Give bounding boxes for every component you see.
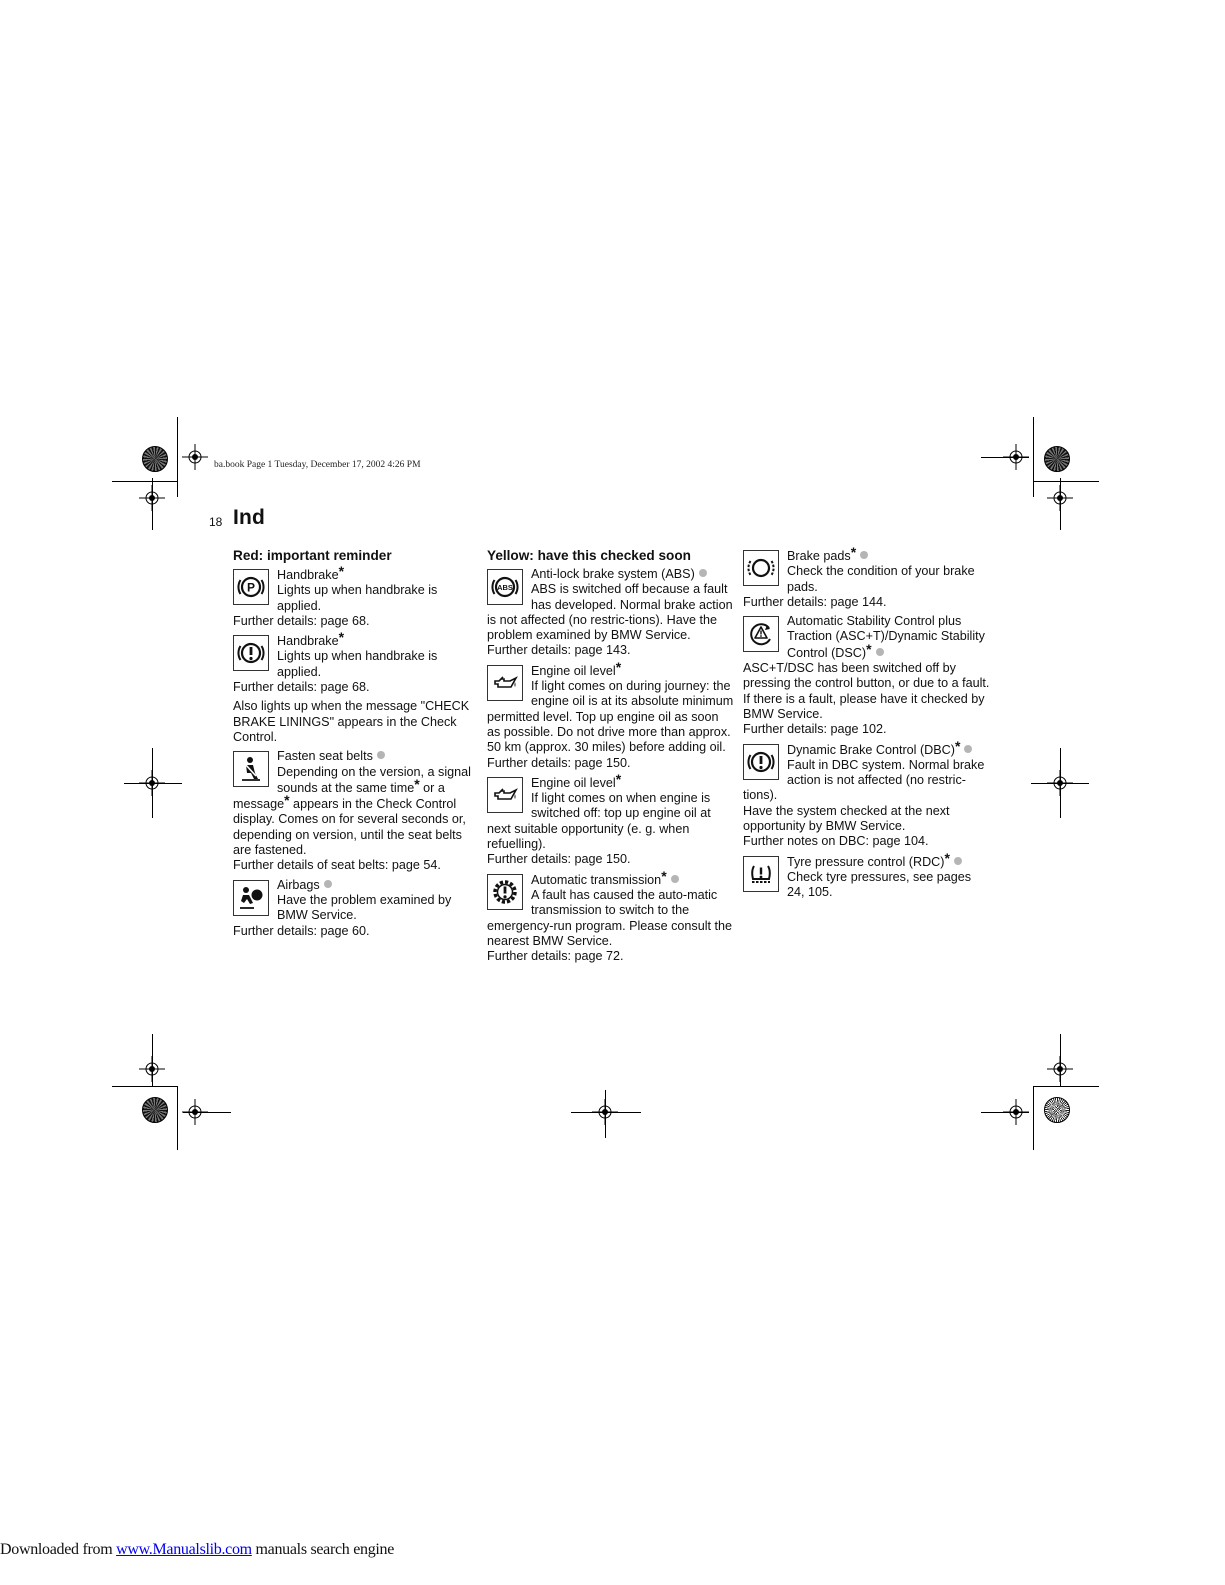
availability-dot-icon: [964, 745, 972, 753]
parking-brake-icon: [233, 569, 269, 605]
entry-title: Brake pads: [787, 549, 851, 563]
svg-text:ABS: ABS: [497, 583, 513, 592]
entry-details: Further details: page 72.: [487, 949, 624, 964]
entry-details: Further details: page 143.: [487, 643, 631, 658]
print-slug: ba.book Page 1 Tuesday, December 17, 2002 4:26 PM: [214, 460, 421, 470]
crop-mark: [981, 1112, 1029, 1113]
registration-mark: [182, 444, 208, 470]
crop-mark: [112, 1086, 178, 1087]
entry-text: Lights up when handbrake is applied.: [277, 649, 438, 679]
optional-marker: *: [615, 658, 622, 675]
crop-mark: [152, 1034, 153, 1086]
color-rosette: [142, 446, 168, 472]
crop-mark: [1060, 1034, 1061, 1086]
entry-text: Check tyre pressures, see pages 24, 105.: [787, 869, 972, 900]
crop-mark: [1031, 783, 1089, 784]
entry-handbrake: [233, 563, 481, 629]
page-title: Ind: [233, 506, 266, 529]
entry-title: Handbrake: [277, 568, 339, 582]
entry-brake-pads: [743, 544, 991, 610]
entry-details: Further details: page 150.: [487, 852, 631, 867]
oil-can-icon: [487, 777, 523, 813]
section-heading: Red: important reminder: [233, 548, 392, 563]
entry-seat-belts: [233, 749, 481, 873]
section-heading: Yellow: have this checked soon: [487, 548, 691, 563]
oil-can-icon: [487, 665, 523, 701]
optional-marker: *: [944, 849, 950, 866]
entry-text: appears in the Check Control display. Comes on for several seconds or, depending on version, until the seat belts are fastened.: [233, 797, 466, 858]
crop-mark: [981, 457, 1029, 458]
availability-dot-icon: [860, 551, 868, 559]
crop-mark: [1033, 481, 1099, 482]
column-red: [233, 548, 481, 939]
gear-warning-icon: [487, 874, 523, 910]
entry-details: Further details: page 144.: [743, 594, 887, 609]
crop-mark: [112, 481, 178, 482]
optional-marker: *: [661, 867, 667, 884]
entry-title: Fasten seat belts: [277, 749, 373, 764]
airbag-icon: [233, 880, 269, 916]
entry-text: or a message: [233, 780, 445, 812]
footer-suffix: manuals search engine: [251, 1541, 395, 1558]
entry-text: Check the condition of your brake pads.: [787, 564, 975, 594]
crop-mark: [152, 478, 153, 530]
crop-mark: [1033, 1086, 1099, 1087]
manualslib-link[interactable]: www.Manualslib.com: [116, 1541, 252, 1558]
availability-dot-icon: [876, 648, 884, 656]
crop-mark: [1033, 1086, 1034, 1150]
entry-details: Further details: page 68.: [233, 680, 370, 695]
crop-mark: [177, 1086, 178, 1150]
entry-text: ABS is switched off because a fault has developed. Normal brake action is not affected (no restric-tions). Have the problem examined by BMW Service.: [487, 582, 733, 643]
entry-details: Further notes on DBC: page 104.: [743, 834, 929, 849]
entry-details: Further details: page 60.: [233, 923, 370, 938]
entry-dynamic-brake-control: [743, 737, 991, 850]
entry-title: Automatic Stability Control plus Traction (ASC+T)/Dynamic Stability Control (DSC): [787, 614, 985, 660]
entry-title: Automatic transmission: [531, 872, 662, 887]
crop-mark: [177, 417, 178, 497]
entry-title: Engine oil level: [531, 775, 616, 790]
brake-warning-icon: [743, 744, 779, 780]
column-yellow: [487, 548, 735, 964]
color-rosette: [1044, 446, 1070, 472]
entry-automatic-transmission: [487, 867, 735, 965]
tyre-pressure-icon: [743, 856, 779, 892]
availability-dot-icon: [699, 569, 707, 577]
entry-handbrake-warning: [233, 629, 481, 745]
crop-mark: [605, 1090, 606, 1138]
optional-marker: *: [338, 563, 345, 579]
entry-extra: Also lights up when the message "CHECK BRAKE LININGS" appears in the Check Control.: [233, 699, 470, 744]
crop-mark: [1033, 417, 1034, 497]
entry-title: Engine oil level: [531, 663, 616, 678]
optional-marker: *: [850, 544, 857, 560]
crop-mark: [183, 1112, 231, 1113]
availability-dot-icon: [324, 880, 332, 888]
entry-engine-oil-journey: [487, 658, 735, 771]
availability-dot-icon: [377, 751, 385, 759]
entry-text: Fault in DBC system. Normal brake action is not affected (no restric-tions).: [743, 757, 985, 803]
color-rosette: [142, 1097, 168, 1123]
entry-details: Further details: page 102.: [743, 722, 887, 737]
crop-mark: [1060, 478, 1061, 530]
optional-marker: *: [414, 775, 420, 792]
entry-title: Anti-lock brake system (ABS): [531, 567, 695, 581]
entry-engine-oil-off: [487, 770, 735, 868]
page-number: 18: [209, 515, 223, 529]
entry-title: Dynamic Brake Control (DBC): [787, 742, 955, 757]
crop-mark: [571, 1112, 641, 1113]
entry-airbags: [233, 878, 481, 939]
download-footer: [0, 1541, 394, 1559]
entry-text: A fault has caused the auto-matic transmission to switch to the emergency-run program. Please consult the nearest BMW Service.: [487, 887, 733, 948]
availability-dot-icon: [671, 875, 679, 883]
entry-tyre-pressure: [743, 849, 991, 901]
entry-text: If light comes on when engine is switched off: top up engine oil at next suitable opportunity (e. g. when refuelling).: [487, 791, 711, 852]
entry-abs: [487, 567, 735, 659]
entry-text: Have the problem examined by BMW Service.: [277, 892, 452, 923]
optional-marker: *: [954, 737, 961, 754]
optional-marker: *: [284, 792, 290, 809]
entry-text: Depending on the version, a signal sounds at the same time: [277, 764, 471, 795]
crop-mark: [124, 783, 182, 784]
availability-dot-icon: [954, 857, 962, 865]
entry-details: Further details of seat belts: page 54.: [233, 858, 441, 873]
entry-stability-control: [743, 614, 991, 737]
entry-title: Handbrake: [277, 634, 339, 649]
brake-pads-icon: [743, 550, 779, 586]
entry-details: Further details: page 68.: [233, 613, 370, 628]
column-continued: [743, 544, 991, 901]
entry-title: Airbags: [277, 877, 320, 892]
brake-warning-icon: [233, 635, 269, 671]
optional-marker: *: [615, 770, 622, 787]
seat-belt-icon: [233, 751, 269, 787]
optional-marker: *: [338, 629, 345, 646]
color-rosette: [1044, 1097, 1070, 1123]
abs-icon: [487, 569, 523, 605]
optional-marker: *: [866, 640, 872, 657]
entry-text: Have the system checked at the next opportunity by BMW Service.: [743, 803, 950, 834]
footer-prefix: Downloaded from: [0, 1541, 117, 1558]
entry-text: If light comes on during journey: the engine oil is at its absolute minimum permitted level. Top up engine oil as soon as possible. Do not drive more than approx. 50 km (approx. 30 miles) before adding oil.: [487, 679, 734, 755]
stability-control-icon: [743, 616, 779, 652]
entry-details: Further details: page 150.: [487, 755, 631, 770]
svg-text:P: P: [246, 580, 256, 595]
entry-title: Tyre pressure control (RDC): [787, 854, 945, 869]
entry-text: Lights up when handbrake is applied.: [277, 583, 438, 613]
entry-text: ASC+T/DSC has been switched off by pressing the control button, or due to a fault. If there is a fault, please have it checked by BMW Service.: [743, 661, 990, 721]
